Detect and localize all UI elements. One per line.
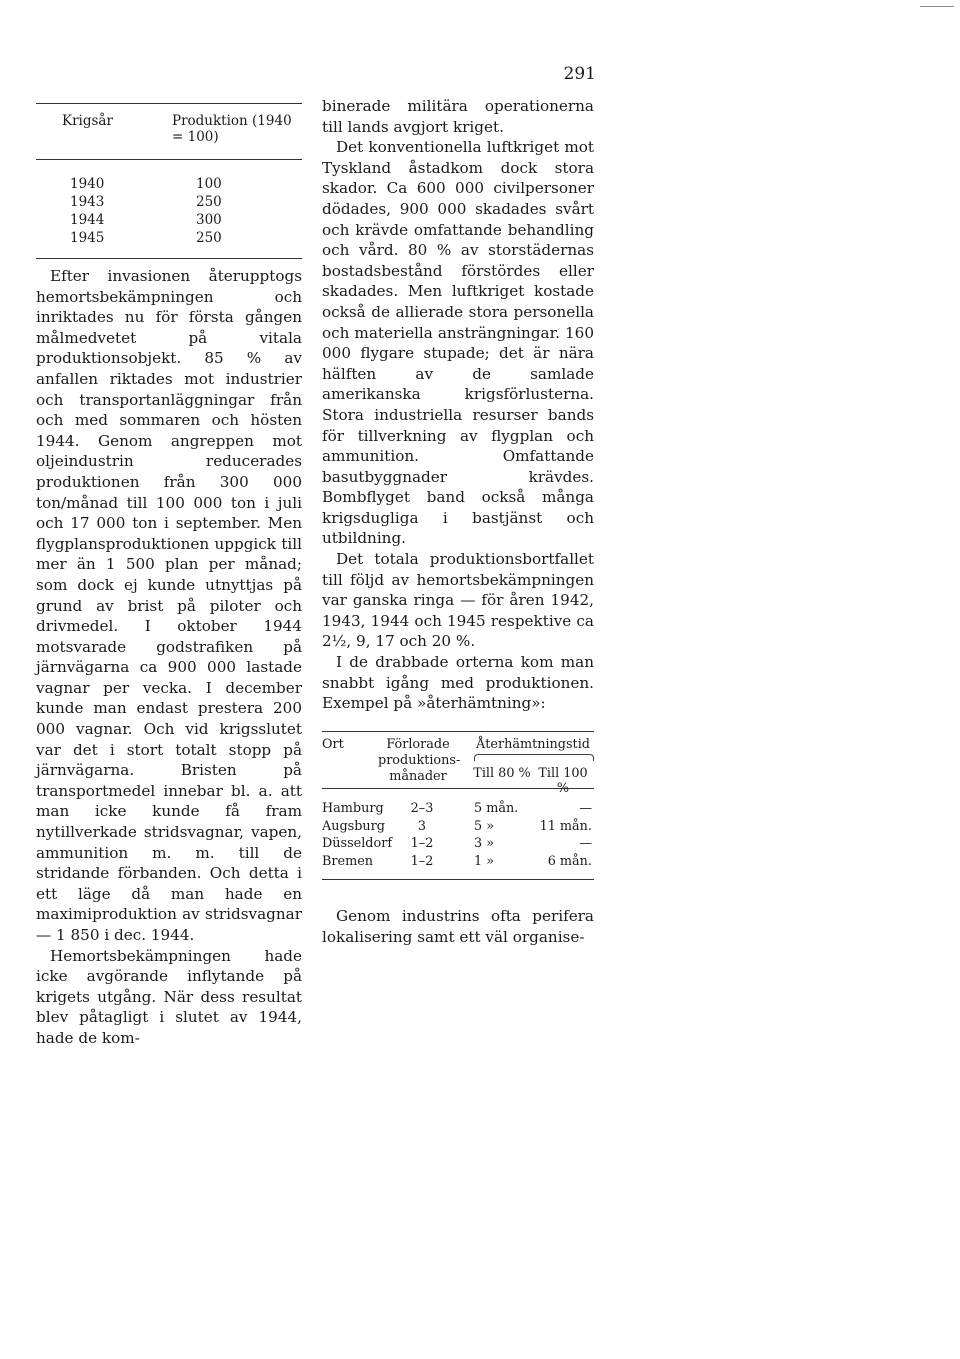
value-cell: 300 bbox=[196, 212, 222, 228]
right-column-continuation bbox=[322, 906, 594, 947]
year-cell: 1940 bbox=[70, 176, 105, 192]
till100-cell: — bbox=[579, 836, 592, 851]
year-cell: 1943 bbox=[70, 194, 105, 210]
table-row bbox=[36, 194, 302, 212]
table-row bbox=[322, 854, 594, 872]
table-header bbox=[322, 732, 594, 796]
header-krigsar: Krigsår bbox=[62, 113, 113, 129]
forlorade-cell: 1–2 bbox=[410, 853, 434, 869]
table-row bbox=[36, 230, 302, 248]
till80-cell: 5 » bbox=[474, 818, 495, 834]
table-rule bbox=[322, 879, 594, 880]
ort-cell: Düsseldorf bbox=[322, 836, 393, 851]
paragraph: Det totala produktionsbortfallet till följd av hemortsbekämpningen var ganska ringa — för åren 1942, 1943, 1944 och 1945 respektive ca 2½, 9, 17 och 20 %. bbox=[322, 550, 594, 651]
header-produktion: Produktion (1940 = 100) bbox=[172, 113, 292, 145]
table-body bbox=[36, 160, 302, 258]
header-ort: Ort bbox=[322, 737, 344, 752]
table-body bbox=[322, 789, 594, 879]
table-header bbox=[36, 104, 302, 159]
table-row bbox=[322, 836, 594, 854]
header-till-100: Till 100 % bbox=[538, 766, 588, 796]
till80-cell: 5 mån. bbox=[474, 801, 519, 816]
table-rule bbox=[36, 258, 302, 259]
recovery-table bbox=[322, 731, 594, 880]
paragraph: binerade militära operationerna till lands avgjort kriget. bbox=[322, 97, 594, 136]
header-forlorade: Förlorade produktions-månader bbox=[378, 737, 461, 784]
paragraph: I de drabbade orterna kom man snabbt igång med produktionen. Exempel på »återhämtning»: bbox=[322, 653, 594, 713]
header-brace bbox=[474, 754, 594, 761]
till80-cell: 3 » bbox=[474, 836, 495, 851]
till100-cell: 11 mån. bbox=[539, 818, 592, 834]
value-cell: 250 bbox=[196, 194, 222, 210]
till100-cell: — bbox=[579, 801, 592, 816]
forlorade-cell: 3 bbox=[417, 818, 427, 834]
right-column bbox=[322, 96, 594, 714]
paragraph: Efter invasionen återupptogs hemortsbekämpningen och inriktades nu för första gången målmedvetet på vitala produktionsobjekt. 85 % av anfallen riktades mot industrier och transportanläggningar från och med sommaren och hösten 1944. Genom angreppen mot oljeindustrin reducerades produktionen från 300 000 ton/månad till 100 000 ton i juli och 17 000 ton i september. Men flygplansproduktionen uppgick till mer än 1 500 plan per månad; som dock ej kunde utnyttjas på grund av brist på piloter och drivmedel. I oktober 1944 motsvarade godstrafiken på järnvägarna ca 900 000 lastade vagnar per vecka. I december kunde man endast prestera 200 000 vagnar. Och vid krigsslutet var det i stort totalt stopp på järnvägarna. Bristen på transportmedel innebar bl. a. att man icke kunde få fram nytillverkade stridsvagnar, vapen, ammunition m. m. till de stridande förbanden. Och detta i ett läge då man hade en maximiproduktion av stridsvagnar — 1 850 i dec. 1944. bbox=[36, 267, 302, 944]
header-aterhamtning: Återhämtningstid bbox=[476, 737, 590, 752]
table-row bbox=[322, 801, 594, 819]
year-cell: 1944 bbox=[70, 212, 105, 228]
left-column bbox=[20, 266, 302, 1049]
forlorade-cell: 2–3 bbox=[410, 801, 434, 816]
production-table bbox=[36, 103, 302, 259]
value-cell: 100 bbox=[196, 176, 222, 192]
till100-cell: 6 mån. bbox=[547, 853, 592, 869]
ort-cell: Bremen bbox=[322, 853, 374, 869]
header-till-80: Till 80 % bbox=[473, 766, 531, 781]
value-cell: 250 bbox=[196, 230, 222, 246]
corner-mark bbox=[920, 6, 954, 7]
till80-cell: 1 » bbox=[474, 853, 495, 869]
year-cell: 1945 bbox=[70, 230, 105, 246]
paragraph: Det konventionella luftkriget mot Tyskland åstadkom dock stora skador. Ca 600 000 civilpersoner dödades, 900 000 skadades svårt och krävde omfattande behandling och vård. 80 % av storstädernas bostadsbestånd förstördes eller skadades. Men luftkriget kostade också de allierade stora personella och materiella ansträngningar. 160 000 flygare stupade; det är nära hälften av de samlade amerikanska krigsförlusterna. Stora industriella resurser bands för tillverkning av flygplan och ammunition. Omfattande basutbyggnader krävdes. Bombflyget band också många krigsdugliga i bastjänst och utbildning. bbox=[322, 138, 594, 548]
table-row bbox=[36, 176, 302, 194]
paragraph: Hemortsbekämpningen hade icke avgörande inflytande på krigets utgång. När dess resultat blev påtagligt i slutet av 1944, hade de kom- bbox=[36, 946, 302, 1047]
table-row bbox=[322, 819, 594, 837]
ort-cell: Augsburg bbox=[322, 818, 385, 834]
ort-cell: Hamburg bbox=[322, 801, 384, 816]
paragraph: Genom industrins ofta perifera lokalisering samt ett väl organise- bbox=[322, 907, 594, 946]
page-number: 291 bbox=[563, 64, 596, 84]
forlorade-cell: 1–2 bbox=[410, 836, 434, 851]
table-row bbox=[36, 212, 302, 230]
